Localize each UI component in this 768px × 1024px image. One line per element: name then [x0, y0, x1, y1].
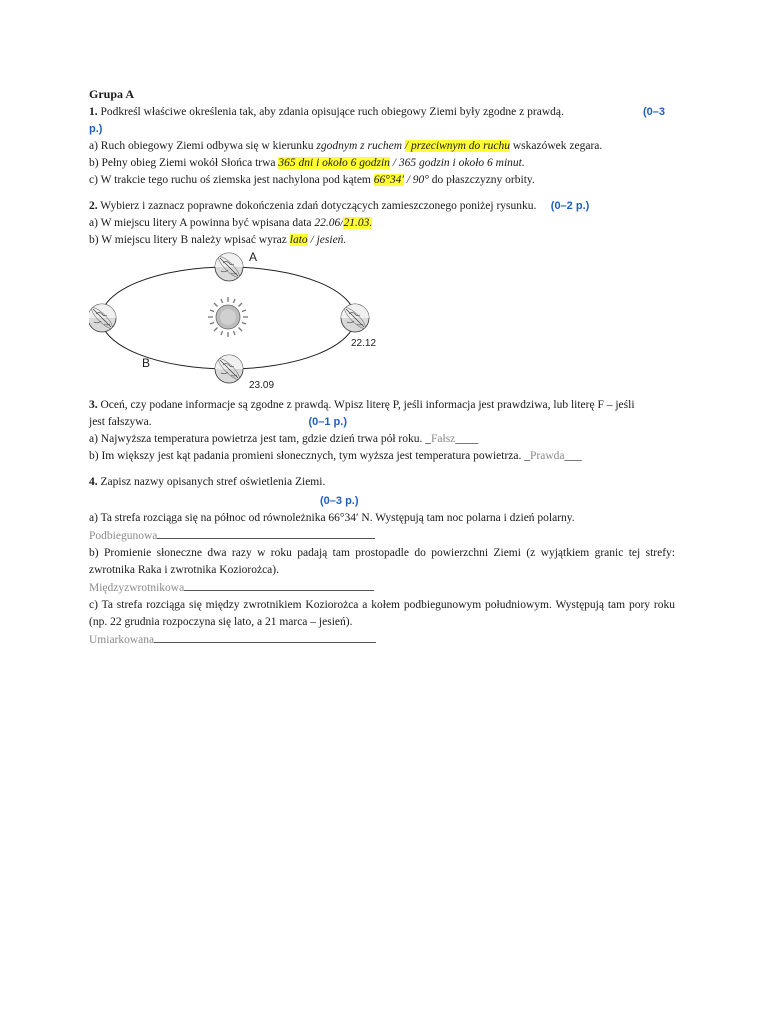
q1-c-option-1[interactable]: 66°34': [373, 174, 404, 186]
q4-b-answer-line[interactable]: [89, 579, 679, 597]
q4-c-answer: Umiarkowana: [89, 634, 155, 646]
label-b: B: [142, 356, 151, 370]
q1-c-option-2[interactable]: / 90°: [406, 174, 429, 186]
group-title: Grupa A: [89, 87, 135, 101]
q4-header: [89, 474, 679, 491]
q3-text-2: jest fałszywa.: [89, 416, 152, 428]
q1-b-option-1[interactable]: 365 dni i około 6 godzin: [278, 157, 390, 169]
q1-item-c: c) W trakcie tego ruchu oś ziemska jest nachylona pod kątem 66°34' / 90° do płaszczyzny orbity.: [89, 174, 535, 186]
label-a: A: [249, 252, 258, 264]
q2-points: (0–2 p.): [550, 200, 590, 212]
date-right: 22.12: [351, 338, 377, 349]
earth-left-icon: [89, 304, 116, 332]
q4-item-a: a) Ta strefa rozciąga się na północ od równoleżnika 66°34′ N. Występują tam noc polarna i dzień polarny.: [89, 512, 575, 524]
q4-c-answer-line[interactable]: [89, 631, 679, 649]
q1-item-a: a) Ruch obiegowy Ziemi odbywa się w kierunku zgodnym z ruchem / przeciwnym do ruchu wskazówek zegara.: [89, 140, 603, 152]
q2-header: [89, 198, 679, 215]
q1-b-option-2[interactable]: / 365 godzin i około 6 minut.: [392, 157, 525, 169]
q3-a-answer[interactable]: Fałsz: [431, 433, 456, 445]
q3-points: (0–1 p.): [308, 416, 347, 428]
q4-a-answer-line[interactable]: [89, 527, 679, 545]
orbit-diagram: [89, 252, 389, 392]
q4-points-line: [89, 493, 679, 510]
earth-top-icon: [215, 253, 243, 281]
sun-icon: [208, 297, 248, 337]
q3-item-b: b) Im większy jest kąt padania promieni słonecznych, tym wyższa jest temperatura powietrza. _Prawda___: [89, 450, 582, 462]
earth-bottom-icon: [215, 355, 243, 383]
q1-points: (0–3: [642, 106, 665, 118]
q4-a-rule: [157, 527, 375, 539]
earth-right-icon: [341, 304, 369, 332]
q1-item-b: b) Pełny obieg Ziemi wokół Słońca trwa 365 dni i około 6 godzin / 365 godzin i około 6 minut.: [89, 157, 525, 169]
q2-item-a: a) W miejscu litery A powinna być wpisana data 22.06/21.03.: [89, 217, 373, 229]
q4-item-b: b) Promienie słoneczne dwa razy w roku padają tam prostopadle do powierzchni Ziemi (z wyjątkiem granic tej strefy: zwrotnika Raka i zwrotnika Koziorożca).: [89, 547, 675, 576]
q1-a-option-1[interactable]: zgodnym z ruchem: [316, 140, 403, 152]
q1-header: [89, 104, 679, 121]
q4-b-rule: [184, 579, 374, 591]
q4-number: 4.: [89, 476, 98, 488]
q1-text: Podkreśl właściwe określenia tak, aby zdania opisujące ruch obiegowy Ziemi były zgodne z prawdą.: [100, 106, 564, 118]
q4-text: Zapisz nazwy opisanych stref oświetlenia Ziemi.: [100, 476, 326, 488]
q2-item-b: b) W miejscu litery B należy wpisać wyraz lato / jesień.: [89, 234, 347, 246]
q3-b-answer[interactable]: Prawda: [530, 450, 565, 462]
date-bottom: 23.09: [249, 380, 275, 391]
q1-points-cont: p.): [89, 123, 103, 135]
q3-number: 3.: [89, 399, 98, 411]
q4-points: (0–3 p.): [320, 495, 359, 507]
q2-b-option-2[interactable]: / jesień.: [310, 234, 347, 246]
q3-header: [89, 397, 679, 414]
q4-item-c: c) Ta strefa rozciąga się między zwrotnikiem Koziorożca a kołem podbiegunowym południowym. Występują tam pory roku (np. 22 grudnia rozpoczyna się lato, a 21 marca – jesień).: [89, 599, 675, 628]
q2-text: Wybierz i zaznacz poprawne dokończenia zdań dotyczących zamieszczonego poniżej rysunku.: [100, 200, 537, 212]
q1-a-option-2[interactable]: / przeciwnym do ruchu: [404, 140, 510, 152]
q3-item-a: a) Najwyższa temperatura powietrza jest tam, gdzie dzień trwa pół roku. _Fałsz____: [89, 433, 479, 445]
q4-c-rule: [154, 631, 376, 643]
q4-b-answer: Międzyzwrotnikowa: [89, 582, 185, 594]
q2-a-option-1[interactable]: 22.06/: [314, 217, 344, 229]
q1-number: 1.: [89, 106, 98, 118]
q2-number: 2.: [89, 200, 98, 212]
q3-text-1: Oceń, czy podane informacje są zgodne z prawdą. Wpisz literę P, jeśli informacja jest prawdziwa, lub literę F – jeśli: [100, 399, 635, 411]
q3-header-cont: [89, 414, 679, 431]
orbit-diagram-svg: [89, 252, 389, 392]
q2-b-option-1[interactable]: lato: [289, 234, 308, 246]
q2-a-option-2[interactable]: 21.03.: [343, 217, 373, 229]
q4-a-answer: Podbiegunowa: [89, 530, 158, 542]
worksheet: [89, 86, 679, 649]
